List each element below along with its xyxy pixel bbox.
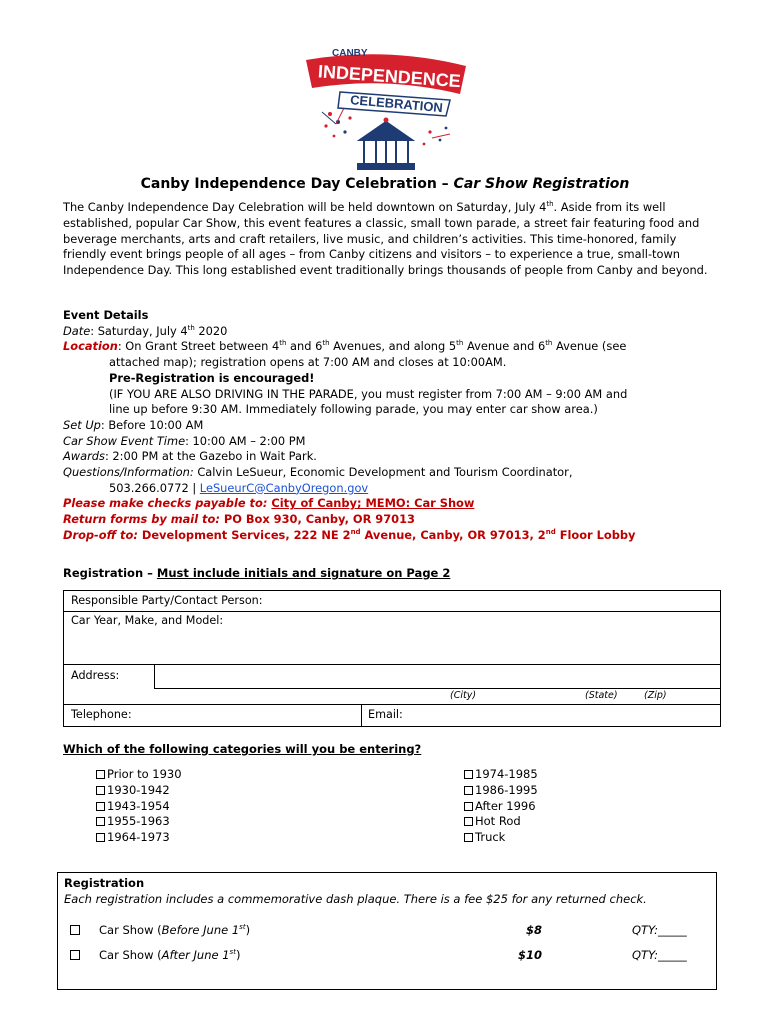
dropoff-sup: nd [545, 527, 556, 536]
preregistration-note: Pre-Registration is encouraged! [109, 370, 315, 385]
car-model-label: Car Year, Make, and Model: [71, 614, 224, 627]
telephone-label: Telephone: [71, 708, 132, 721]
awards-line [63, 449, 743, 465]
setup-label: Set Up [63, 417, 101, 432]
registration-heading-underlined: Must include initials and signature on Page 2 [156, 566, 451, 580]
questions-line [63, 465, 743, 481]
fee-option-text: Before June 1 [161, 923, 240, 937]
fee-quantity-field[interactable]: QTY:_____ [632, 923, 687, 937]
fee-option-text: ) [245, 923, 251, 937]
form-row-divider [64, 611, 720, 612]
form-row-divider [64, 664, 720, 665]
fee-option-sup: st [239, 923, 246, 931]
date-sup: th [187, 323, 195, 332]
email-label: Email: [368, 708, 403, 721]
location-text: and 6 [286, 339, 323, 354]
category-option[interactable] [464, 783, 538, 799]
location-sup: th [322, 339, 330, 348]
checkbox-icon[interactable] [96, 817, 105, 826]
location-text: Avenue and 6 [463, 339, 546, 354]
date-value: : Saturday, July 4 [90, 323, 188, 338]
category-label: After 1996 [475, 798, 536, 813]
fee-option-text: After June 1 [161, 948, 230, 962]
registration-heading [63, 566, 450, 580]
setup-value: : Before 10:00 AM [100, 417, 204, 432]
category-option[interactable] [96, 767, 182, 783]
event-time-label: Car Show Event Time [63, 433, 186, 448]
categories-right-column [464, 767, 538, 846]
page-title [0, 176, 770, 192]
category-option[interactable] [464, 830, 538, 846]
mail-line [63, 512, 743, 528]
location-sup: th [456, 339, 464, 348]
fee-option-checkbox-icon[interactable] [70, 925, 80, 935]
event-details [63, 308, 743, 544]
checks-label: Please make checks payable to: [63, 496, 272, 511]
form-col-divider [361, 704, 362, 726]
location-line [63, 339, 743, 355]
fee-price: $10 [518, 948, 543, 962]
checkbox-icon[interactable] [464, 786, 473, 795]
awards-label: Awards [63, 449, 105, 464]
dropoff-text: Floor Lobby [555, 527, 636, 542]
event-time-value: : 10:00 AM – 2:00 PM [185, 433, 306, 448]
setup-line [63, 418, 743, 434]
event-time-line [63, 434, 743, 450]
checkbox-icon[interactable] [464, 802, 473, 811]
logo-independence-day: INDEPENDENCE DAY [317, 61, 503, 95]
location-text: : On Grant Street between 4 [117, 339, 280, 354]
fee-quantity-field[interactable]: QTY:_____ [632, 948, 687, 962]
checkbox-icon[interactable] [96, 802, 105, 811]
location-label: Location [63, 339, 118, 354]
fee-option-sup: st [229, 948, 236, 956]
categories-left-column [96, 767, 182, 846]
checkbox-icon[interactable] [96, 786, 105, 795]
state-label: (State) [585, 690, 618, 701]
category-label: 1974-1985 [475, 767, 538, 781]
form-row-divider [64, 704, 720, 705]
dropoff-sup: nd [350, 527, 361, 536]
fee-heading: Registration [64, 876, 145, 890]
category-label: 1955-1963 [107, 814, 170, 829]
awards-value: : 2:00 PM at the Gazebo in Wait Park. [104, 449, 317, 464]
registration-fee-box [57, 872, 717, 990]
categories-heading: Which of the following categories will you be entering? [63, 742, 422, 756]
details-heading: Event Details [63, 308, 149, 322]
fee-option-checkbox-icon[interactable] [70, 950, 80, 960]
category-label: Prior to 1930 [107, 767, 182, 781]
canby-independence-day-logo [300, 44, 503, 174]
checks-value: City of Canby; MEMO: Car Show [271, 496, 475, 511]
category-label: Truck [475, 830, 506, 845]
fee-option-text: ) [235, 948, 241, 962]
intro-sup: th [546, 200, 554, 208]
category-label: Hot Rod [475, 814, 521, 829]
contact-email-link[interactable]: LeSueurC@CanbyOregon.gov [199, 480, 369, 495]
dropoff-line [63, 528, 743, 544]
title-main: Canby Independence Day Celebration – [140, 176, 454, 192]
checkbox-icon[interactable] [464, 833, 473, 842]
checkbox-icon[interactable] [96, 833, 105, 842]
registration-heading-text: Registration – [63, 566, 157, 580]
gazebo-graphic [358, 118, 414, 170]
checks-line [63, 496, 743, 512]
checkbox-icon[interactable] [464, 770, 473, 779]
intro-text-1: The Canby Independence Day Celebration will be held downtown on Saturday, July 4 [63, 200, 547, 214]
fee-option-label [99, 923, 250, 937]
questions-label: Questions/Information: [63, 465, 194, 480]
fee-option-text: Car Show ( [99, 923, 162, 937]
category-label: 1930-1942 [107, 782, 170, 797]
questions-value: Calvin LeSueur, Economic Development and Tourism Coordinator, [193, 465, 573, 480]
location-text: Avenue (see [552, 339, 627, 354]
form-row-divider [154, 688, 720, 689]
category-option[interactable] [96, 783, 182, 799]
city-label: (City) [450, 690, 477, 701]
mail-label: Return forms by mail to: [63, 512, 224, 527]
location-sup: th [545, 339, 553, 348]
fee-option-text: Car Show ( [99, 948, 162, 962]
category-option[interactable] [464, 814, 538, 830]
category-option[interactable] [96, 814, 182, 830]
mail-value: PO Box 930, Canby, OR 97013 [223, 512, 415, 527]
date-label: Date [63, 323, 91, 338]
location-line-2: attached map); registration opens at 7:00 AM and closes at 10:00AM. [109, 355, 507, 370]
responsible-party-label: Responsible Party/Contact Person: [71, 594, 263, 607]
checkbox-icon[interactable] [96, 770, 105, 779]
parade-note-2: line up before 9:30 AM. Immediately following parade, you may enter car show area.) [109, 402, 598, 417]
category-label: 1986-1995 [475, 782, 538, 797]
intro-paragraph [63, 200, 713, 279]
parade-note-1: (IF YOU ARE ALSO DRIVING IN THE PARADE, you must register from 7:00 AM – 9:00 AM and [109, 386, 628, 401]
zip-label: (Zip) [644, 690, 667, 701]
contact-phone: 503.266.0772 | [109, 480, 200, 495]
dropoff-text: Development Services, 222 NE 2 [141, 527, 351, 542]
location-sup: th [279, 339, 287, 348]
logo-canby: CANBY [332, 48, 368, 59]
category-option[interactable] [96, 799, 182, 815]
contact-line [63, 481, 743, 497]
form-col-divider [154, 664, 155, 688]
logo-celebration: CELEBRATION [349, 92, 444, 116]
dropoff-label: Drop-off to: [63, 527, 142, 542]
date-line [63, 324, 743, 340]
dropoff-text: Avenue, Canby, OR 97013, 2 [360, 527, 546, 542]
fee-price: $8 [526, 923, 543, 937]
date-year: 2020 [194, 323, 228, 338]
category-label: 1943-1954 [107, 798, 170, 813]
intro-text-2: . Aside from its well established, popular Car Show, this event features a classic, small town parade, a street fair featuring food and beverage merchants, arts and craft retailers, live music, and children’s activities. This time-honored, family friendly event brings people of all ages – from Canby citizens and visitors – to experience a true, small-town Independence Day. This long established event traditionally brings thousands of people from Canby and beyond. [63, 200, 708, 278]
checkbox-icon[interactable] [464, 817, 473, 826]
fee-option-label [99, 948, 240, 962]
location-text: Avenues, and along 5 [329, 339, 457, 354]
category-option[interactable] [464, 799, 538, 815]
fee-description: Each registration includes a commemorative dash plaque. There is a fee $25 for any returned check. [64, 892, 647, 906]
category-label: 1964-1973 [107, 830, 170, 845]
category-option[interactable] [96, 830, 182, 846]
registration-form-table [63, 590, 721, 727]
category-option[interactable] [464, 767, 538, 783]
address-label: Address: [71, 669, 120, 682]
title-sub: Car Show Registration [453, 176, 630, 192]
